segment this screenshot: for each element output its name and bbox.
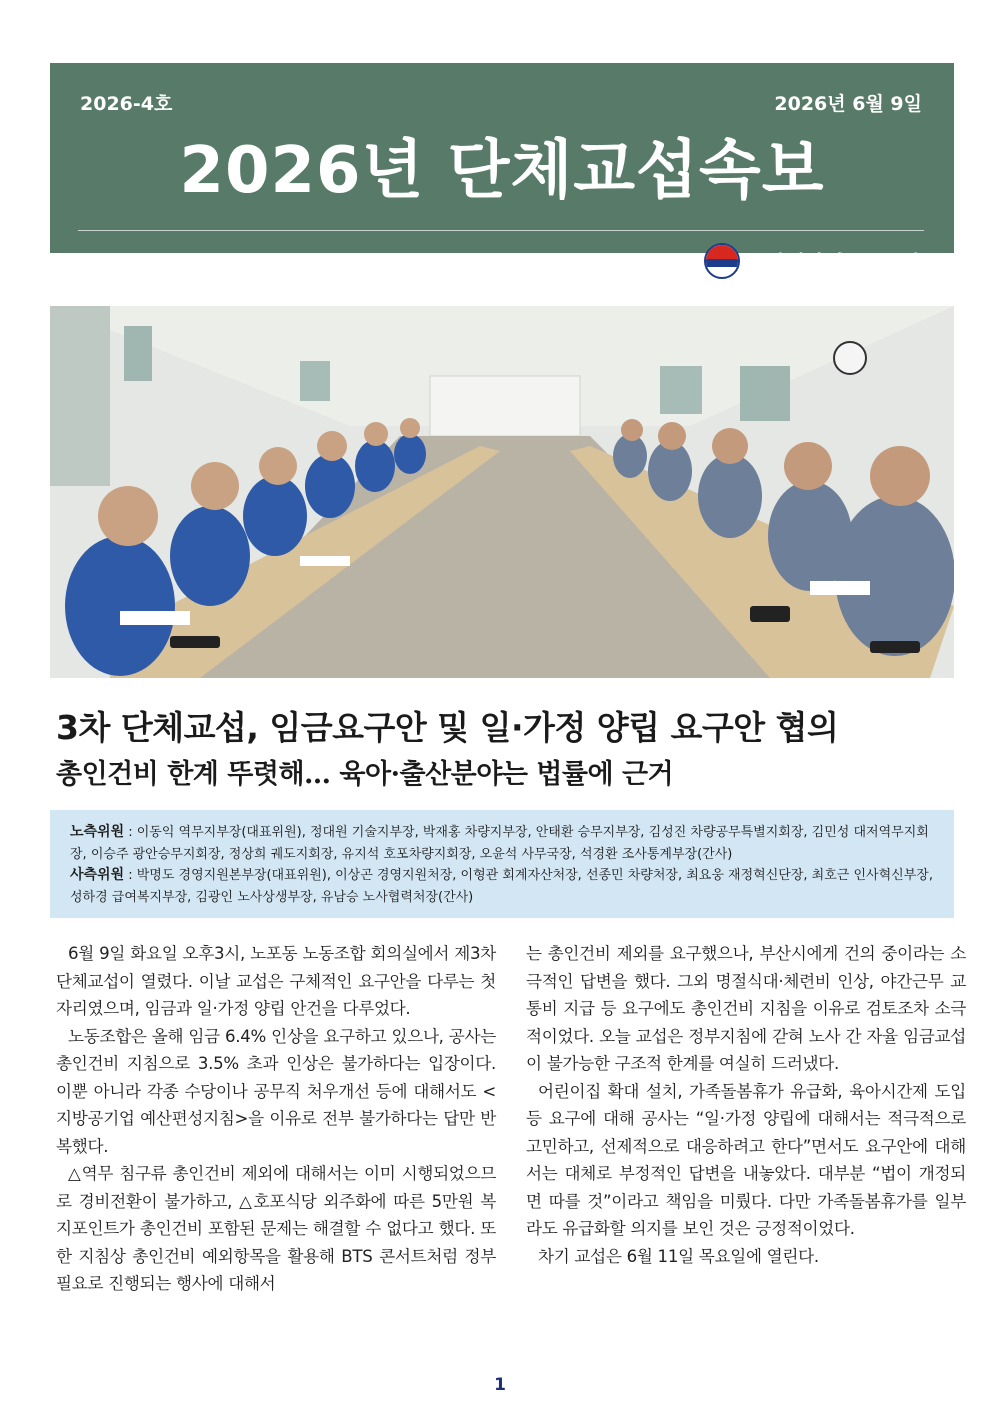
article-column-right	[526, 940, 966, 1270]
paragraph-3: △역무 침구류 총인건비 제외에 대해서는 이미 시행되었으므로 경비전환이 불가하고, △호포식당 외주화에 따른 5만원 복지포인트가 총인건비 포함된 문제는 해결할 수 없다고 했다. 또한 지침상 총인건비 예외항목을 활용해 BTS 콘서트처럼 정부 필요로 진행되는 행사에 대해서	[56, 1164, 496, 1293]
paragraph-4: 어린이집 확대 설치, 가족돌봄휴가 유급화, 육아시간제 도입 등 요구에 대해 공사는 “일·가정 양립에 대해서는 적극적으로 고민하고, 선제적으로 대응하려고 한다”면서도 요구안에 대해서는 대체로 부정적인 답변을 내놓았다. 대부분 “법이 개정되면 따를 것”이라고 책임을 미뤘다. 다만 가족돌봄휴가를 일부라도 유급화할 의지를 보인 것은 긍정적이었다.	[526, 1081, 966, 1238]
meeting-photo	[50, 306, 954, 678]
article-subheadline: 총인건비 한계 뚜렷해… 육아·출산분야는 법률에 근거	[56, 759, 674, 790]
management-label: 사측위원	[70, 867, 125, 883]
organization	[704, 243, 922, 279]
management-list: : 박명도 경영지원본부장(대표위원), 이상곤 경영지원처장, 이형관 회계자산처장, 선종민 차량처장, 최요웅 재정혁신단장, 최호근 인사혁신부장, 성하경 급여복지부장, 김광인 노사상생부장, 유남승 노사협력처장(간사)	[70, 868, 933, 905]
paragraph-5: 차기 교섭은 6월 11일 목요일에 열린다.	[538, 1246, 819, 1266]
page-number: 1	[494, 1375, 506, 1395]
union-logo-icon	[704, 243, 740, 279]
organization-name: 부산지하철노동조합	[748, 250, 922, 275]
issue-number: 2026-4호	[80, 93, 173, 115]
management-members	[70, 865, 934, 908]
meeting-room-illustration	[50, 306, 954, 678]
paragraph-1: 6월 9일 화요일 오후3시, 노포동 노동조합 회의실에서 제3차 단체교섭이 열렸다. 이날 교섭은 구체적인 요구안을 다루는 첫 자리였으며, 임금과 일·가정 양립 안건을 다루었다.	[56, 944, 496, 1018]
issue-date: 2026년 6월 9일	[774, 93, 922, 115]
masthead-divider	[78, 230, 924, 231]
labor-members	[70, 822, 934, 865]
article-column-left	[56, 940, 496, 1298]
masthead	[50, 63, 954, 275]
paragraph-2: 노동조합은 올해 임금 6.4% 인상을 요구하고 있으나, 공사는 총인건비 지침으로 3.5% 초과 인상은 불가하다는 입장이다. 이뿐 아니라 각종 수당이나 공무직 처우개선 등에 대해서도 <지방공기업 예산편성지침>을 이유로 전부 불가하다는 답만 반복했다.	[56, 1026, 496, 1156]
article-headline: 3차 단체교섭, 임금요구안 및 일·가정 양립 요구안 협의	[56, 708, 839, 747]
labor-list: : 이동익 역무지부장(대표위원), 정대원 기술지부장, 박재홍 차량지부장, 안태환 승무지부장, 김성진 차량공무특별지회장, 김민성 대저역무지회장, 이승주 광안승무지회장, 정상희 궤도지회장, 유지석 호포차량지회장, 오윤석 사무국장, 석경환 조사통계부장(간사)	[70, 825, 929, 862]
paragraph-3-continued: 는 총인건비 제외를 요구했으나, 부산시에게 건의 중이라는 소극적인 답변을 했다. 그외 명절식대·체련비 인상, 야간근무 교통비 지급 등 요구에도 총인건비 지침을 이유로 검토조차 소극적이었다. 오늘 교섭은 정부지침에 갇혀 노사 간 자율 임금교섭이 불가능한 구조적 한계를 여실히 드러냈다.	[526, 944, 966, 1073]
attendees-box	[50, 810, 954, 918]
newsletter-title: 2026년 단체교섭속보	[179, 134, 825, 208]
labor-label: 노측위원	[70, 824, 125, 840]
